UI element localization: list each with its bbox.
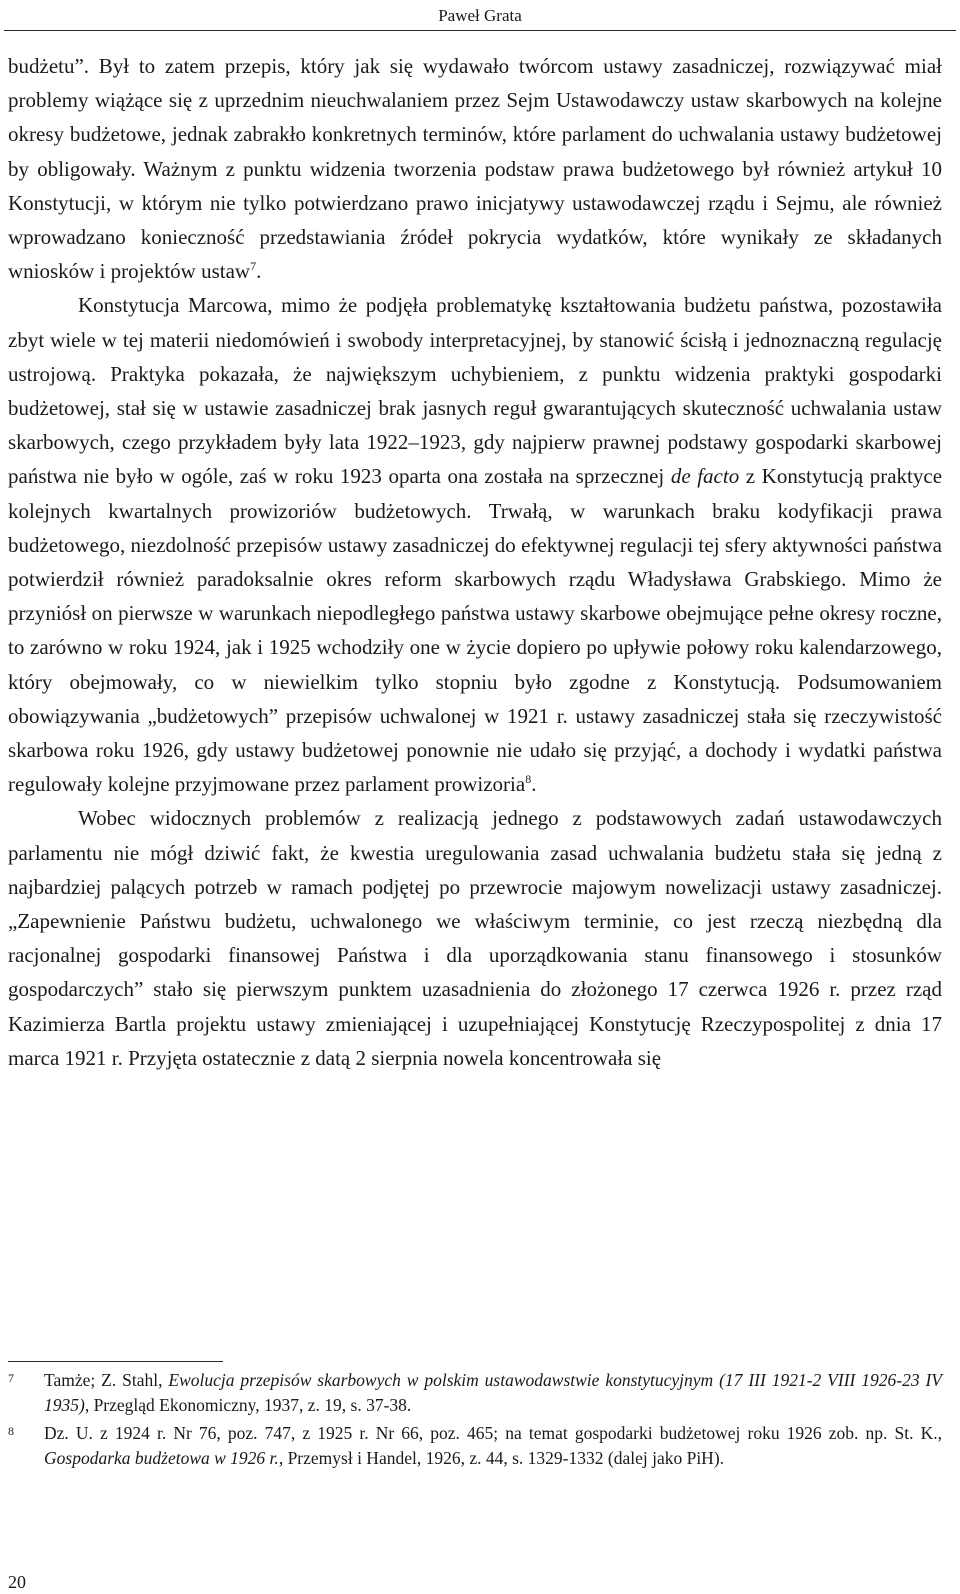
text-run: . [256, 259, 262, 284]
running-head: Paweł Grata [438, 6, 522, 25]
text-run: Dz. U. z 1924 r. Nr 76, poz. 747, z 1925 r. Nr 66, poz. 465; na temat gospodarki budżetowej roku 1926 zob. np. St. K., [44, 1423, 942, 1443]
text-run: Wobec widocznych problemów z realizacją jednego z podstawowych zadań ustawodawczych parlamentu nie mógł dziwić fakt, że kwestia uregulowania zasad uchwalania budżetu stała się jedną z najbardziej palących potrzeb w ramach podjętej po przewrocie majowym nowelizacji ustawy zasadniczej. „Zapewnienie Państwu budżetu, uchwalonego we właściwym terminie, co jest rzeczą niezbędną dla racjonalnej gospodarki finansowej Państwa i dla uporządkowania stanu finansowego i stosunków gospodarczych” stało się pierwszym punktem uzasadnienia do złożonego 17 czerwca 1926 r. przez rząd Kazimierza Bartla projektu ustawy zmieniającej i uzupełniającej Konstytucję Rzeczypospolitej z dnia 17 marca 1921 r. Przyjęta ostatecznie z datą 2 sierpnia nowela koncentrowała się [8, 806, 942, 1070]
text-run: budżetu”. Był to zatem przepis, który jak się wydawało twórcom ustawy zasadniczej, rozwiązywać miał problemy wiążące się z uprzednim nieuchwalaniem przez Sejm Ustawodawczy ustaw skarbowych na kolejne okresy budżetowe, jednak zabrakło konkretnych terminów, które parlament do uchwalania ustawy budżetowej by obligowały. Ważnym z punktu widzenia tworzenia podstaw prawa budżetowego był również artykuł 10 Konstytucji, w którym nie tylko potwierdzano prawo inicjatywy ustawodawczej rządu i Sejmu, ale również wprowadzano konieczność przedstawiania źródeł pokrycia wydatków, które wynikały ze składanych wniosków i projektów ustaw [8, 54, 942, 284]
footnote [8, 1368, 942, 1418]
footnote-reference: 7 [250, 259, 257, 274]
text-run: , Przemysł i Handel, 1926, z. 44, s. 1329-1332 (dalej jako PiH). [278, 1448, 725, 1468]
paragraph [8, 801, 942, 1075]
text-run: Konstytucja Marcowa, mimo że podjęła problematykę kształtowania budżetu państwa, pozostawiła zbyt wiele w tej materii niedomówień i swobody interpretacyjnej, by stanowić ścisłą i jednoznaczną regulację ustrojową. Praktyka pokazała, że największym uchybieniem, z punktu widzenia praktyki gospodarki budżetowej, stał się w ustawie zasadniczej brak jasnych reguł gwarantujących skuteczność uchwalania ustaw skarbowych, czego przykładem były lata 1922–1923, gdy najpierw prawnej podstawy gospodarki skarbowej państwa nie było w ogóle, zaś w roku 1923 oparta ona została na sprzecznej [8, 293, 942, 489]
text-run: . [531, 772, 537, 797]
footnote-number: 7 [8, 1371, 14, 1385]
text-run: z Konstytucją praktyce kolejnych kwartalnych prowizoriów budżetowych. Trwałą, w warunkach braku kodyfikacji prawa budżetowego, niezdolność przepisów ustawy zasadniczej do efektywnej regulacji tej sfery aktywności państwa potwierdził również paradoksalnie okres reform skarbowych rządu Władysława Grabskiego. Mimo że przyniósł on pierwsze w warunkach niepodległego państwa ustawy skarbowe obejmujące pełne okresy roczne, to zarówno w roku 1924, jak i 1925 wchodziły one w życie dopiero po upływie połowy roku kalendarzowego, który obejmowały, co w niewielkim tylko stopniu było zgodne z Konstytucją. Podsumowaniem obowiązywania „budżetowych” przepisów uchwalonej w 1921 r. ustawy zasadniczej stała się rzeczywistość skarbowa roku 1926, gdy ustawy budżetowej ponownie nie udało się przyjąć, a dochody i wydatki państwa regulowały kolejne przyjmowane przez parlament prowizoria [8, 464, 943, 797]
footnotes [8, 1368, 942, 1474]
footnote [8, 1421, 942, 1471]
italic-text: Gospodarka budżetowa w 1926 r. [44, 1448, 279, 1468]
header-rule [4, 30, 956, 31]
italic-text: de facto [670, 464, 740, 489]
paragraph [8, 49, 942, 288]
paragraph [8, 288, 942, 801]
main-text [8, 49, 942, 1075]
text-run: , Przegląd Ekonomiczny, 1937, z. 19, s. 37-38. [84, 1395, 412, 1415]
text-run: Tamże; Z. Stahl, [44, 1370, 169, 1390]
italic-text: Ewolucja przepisów skarbowych w polskim ustawodawstwie konstytucyjnym (17 III 1921-2 VIII 1926-23 IV 1935) [44, 1370, 942, 1415]
footnote-rule [8, 1361, 223, 1362]
footnote-reference: 8 [525, 772, 532, 787]
footnote-number: 8 [8, 1424, 14, 1438]
page-number: 20 [8, 1572, 26, 1592]
